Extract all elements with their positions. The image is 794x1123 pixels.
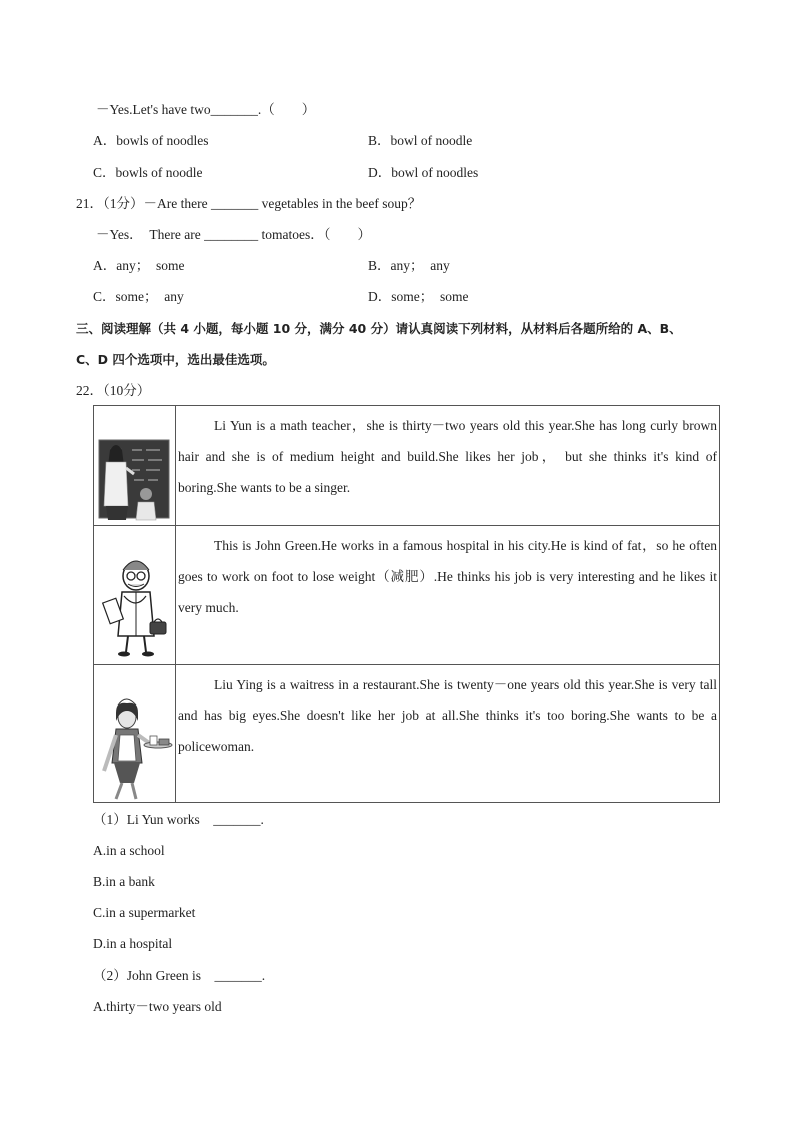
q21-question: 21．（1分）－Are there _______ vegetables in the beef soup？ bbox=[76, 196, 422, 211]
section3-heading-cont: C、D 四个选项中，选出最佳选项。 bbox=[76, 352, 275, 367]
waitress-cartoon-icon bbox=[94, 665, 174, 802]
passage-text bbox=[178, 406, 719, 503]
doctor-cartoon-icon bbox=[94, 526, 174, 663]
q20-option-b: B．bowl of noodle bbox=[368, 133, 473, 148]
q22-sub1-option-a: A.in a school bbox=[93, 843, 165, 858]
passage-text bbox=[178, 665, 719, 762]
q21-option-c: C．some； any bbox=[93, 289, 184, 304]
passage-row bbox=[94, 665, 719, 802]
passage-li-yun: Li Yun is a math teacher，she is thirty－two years old this year.She has long curly brown hair and she is of medium height and build.She likes her job， but she thinks it's kind of boring.She wants to be a singer. bbox=[178, 418, 717, 495]
q22-sub1-option-b: B.in a bank bbox=[93, 874, 155, 889]
passage-liu-ying: Liu Ying is a waitress in a restaurant.She is twenty－one years old this year.She is very tall and has big eyes.She doesn't like her job at all.She thinks it's too boring.She wants to be a policewoman. bbox=[178, 677, 717, 754]
q22-sub1-question: （1）Li Yun works _______. bbox=[93, 812, 264, 827]
picture-cell bbox=[94, 526, 176, 664]
passage-row bbox=[94, 406, 719, 526]
q22-sub2-option-a: A.thirty－two years old bbox=[93, 999, 222, 1014]
passage-table bbox=[93, 405, 720, 803]
teacher-classroom-icon bbox=[94, 406, 174, 524]
q21-option-a: A．any； some bbox=[93, 258, 185, 273]
q20-option-a: A．bowls of noodles bbox=[93, 133, 209, 148]
picture-cell bbox=[94, 406, 176, 525]
q20-option-c: C．bowls of noodle bbox=[93, 165, 203, 180]
q22-header: 22．（10分） bbox=[76, 383, 151, 398]
q21-option-b: B．any； any bbox=[368, 258, 450, 273]
passage-text bbox=[178, 526, 719, 623]
q22-sub2-question: （2）John Green is _______. bbox=[93, 968, 266, 983]
q22-sub1-option-c: C.in a supermarket bbox=[93, 905, 196, 920]
q21-option-d: D．some； some bbox=[368, 289, 469, 304]
section3-heading: 三、阅读理解（共 4 小题，每小题 10 分，满分 40 分）请认真阅读下列材料，从材料后各题所给的 A、B、 bbox=[76, 321, 682, 336]
passage-john-green: This is John Green.He works in a famous hospital in his city.He is kind of fat，so he often goes to work on foot to lose weight（减肥）.He thinks his job is very interesting and he likes it very much. bbox=[178, 538, 717, 615]
q22-sub1-option-d: D.in a hospital bbox=[93, 936, 173, 951]
q20-answer-line: －Yes.Let's have two_______.（ ） bbox=[96, 102, 316, 117]
q20-option-d: D．bowl of noodles bbox=[368, 165, 479, 180]
passage-row bbox=[94, 526, 719, 665]
picture-cell bbox=[94, 665, 176, 802]
q21-answer-line: －Yes． There are ________ tomatoes．（ ） bbox=[96, 227, 371, 242]
